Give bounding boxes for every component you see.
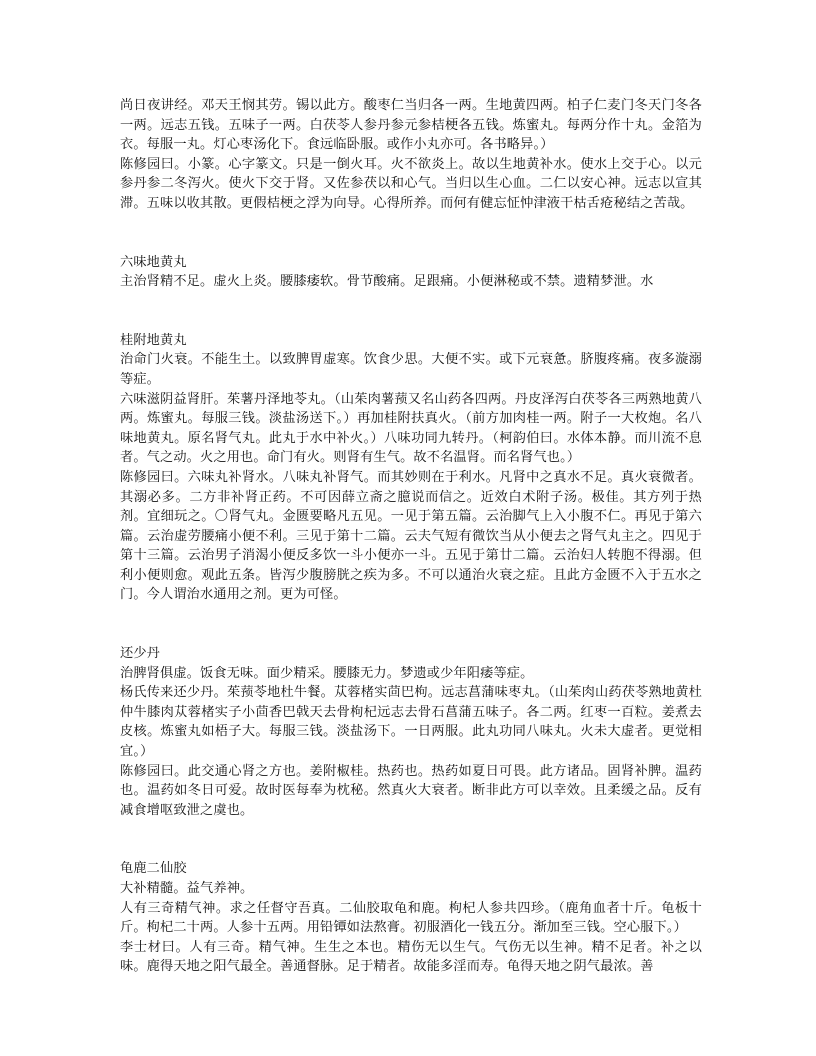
- paragraph: 人有三奇精气神。求之任督守吾真。二仙胶取龟和鹿。枸杞人参共四珍。（鹿角血者十斤。龟板十斤。枸杞二十两。人参十五两。用铅镡如法熬膏。初服酒化一钱五分。渐加至三钱。空心服下。）: [120, 900, 702, 936]
- paragraph: 治命门火衰。不能生土。以致脾胃虚寒。饮食少思。大便不实。或下元衰惫。脐腹疼痛。夜多漩溺等症。: [120, 352, 702, 387]
- paragraph: 李士材曰。人有三奇。精气神。生生之本也。精伤无以生气。气伤无以生神。精不足者。补之以味。鹿得天地之阳气最全。善通督脉。足于精者。故能多淫而寿。龟得天地之阴气最浓。善: [120, 939, 702, 975]
- section-huanshao-dan: [120, 644, 702, 820]
- section-guifu-dihuang-wan: [120, 331, 702, 605]
- paragraph: 尚日夜讲经。邓天王悯其劳。锡以此方。酸枣仁当归各一两。生地黄四两。柏子仁麦门冬天门冬各一两。远志五钱。五味子一两。白茯苓人参丹参元参桔梗各五钱。炼蜜丸。每两分作十丸。金箔为衣。每服一丸。灯心枣汤化下。食远临卧服。或作小丸亦可。各书略异。）: [120, 98, 702, 153]
- paragraph: 陈修园曰。小篆。心字篆文。只是一倒火耳。火不欲炎上。故以生地黄补水。使水上交于心。以元参丹参二冬泻火。使火下交于肾。又佐参茯以和心气。当归以生心血。二仁以安心神。远志以宣其滞。五味以收其散。更假桔梗之浮为向导。心得所养。而何有健忘怔忡津液干枯舌疮秘结之苦哉。: [120, 156, 702, 211]
- document-page: [120, 96, 702, 977]
- paragraph: 杨氏传来还少丹。茱蓣苓地杜牛餐。苁蓉楮实茴巴枸。远志菖蒲味枣丸。（山茱肉山药茯苓熟地黄杜仲牛膝肉苁蓉楮实子小茴香巴戟天去骨枸杞远志去骨石菖蒲五味子。各二两。红枣一百粒。姜煮去皮核。炼蜜丸如梧子大。每服三钱。淡盐汤下。一日两服。此丸功同八味丸。火未大虚者。更觉相宜。）: [120, 685, 702, 760]
- section-guilu-erxian-jiao: [120, 859, 702, 977]
- paragraph: 陈修园曰。六味丸补肾水。八味丸补肾气。而其妙则在于利水。凡肾中之真水不足。真火衰微者。其溺必多。二方非补肾正药。不可因薛立斋之臆说而信之。近效白术附子汤。极佳。其方列于热剂。宜细玩之。〇肾气丸。金匮要略凡五见。一见于第五篇。云治脚气上入小腹不仁。再见于第六篇。云治虚劳腰痛小便不利。三见于第十二篇。云夫气短有微饮当从小便去之肾气丸主之。四见于第十三篇。云治男子消渴小便反多饮一斗小便亦一斗。五见于第廿二篇。云治妇人转胞不得溺。但利小便则愈。观此五条。皆泻少腹膀胱之疾为多。不可以通治火衰之症。且此方金匮不入于五水之门。今人谓治水通用之剂。更为可怪。: [120, 469, 702, 603]
- paragraph: 六味滋阴益肾肝。茱薯丹泽地苓丸。（山茱肉薯蓣又名山药各四两。丹皮泽泻白茯苓各三两熟地黄八两。炼蜜丸。每服三钱。淡盐汤送下。）再加桂附扶真火。（前方加肉桂一两。附子一大枚炮。名八味地黄丸。原名肾气丸。此丸于水中补火。）八味功同九转丹。（柯韵伯曰。水体本静。而川流不息者。气之动。火之用也。命门有火。则肾有生气。故不名温肾。而名肾气也。）: [120, 391, 702, 466]
- paragraph: 大补精髓。益气养神。: [120, 881, 254, 896]
- section-title: 桂附地黄丸: [120, 332, 187, 348]
- section-title: 六味地黄丸: [120, 254, 187, 270]
- section-title: 还少丹: [120, 646, 161, 662]
- paragraph: 治脾肾俱虚。饭食无味。面少精采。腰膝无力。梦遗或少年阳痿等症。: [120, 665, 534, 681]
- paragraph: 主治肾精不足。虚火上炎。腰膝痿软。骨节酸痛。足跟痛。小便淋秘或不禁。遗精梦泄。水: [120, 274, 654, 290]
- section-liuwei-dihuang-wan: [120, 253, 702, 292]
- section-title: 龟鹿二仙胶: [120, 861, 187, 877]
- section-suanzaoren: [120, 96, 702, 214]
- paragraph: 陈修园曰。此交通心肾之方也。姜附椒桂。热药也。热药如夏日可畏。此方诸品。固肾补脾。温药也。温药如冬日可爱。故时医每奉为枕秘。然真火大衰者。断非此方可以幸效。且柔缓之品。反有减食增呕致泄之虞也。: [120, 763, 702, 818]
